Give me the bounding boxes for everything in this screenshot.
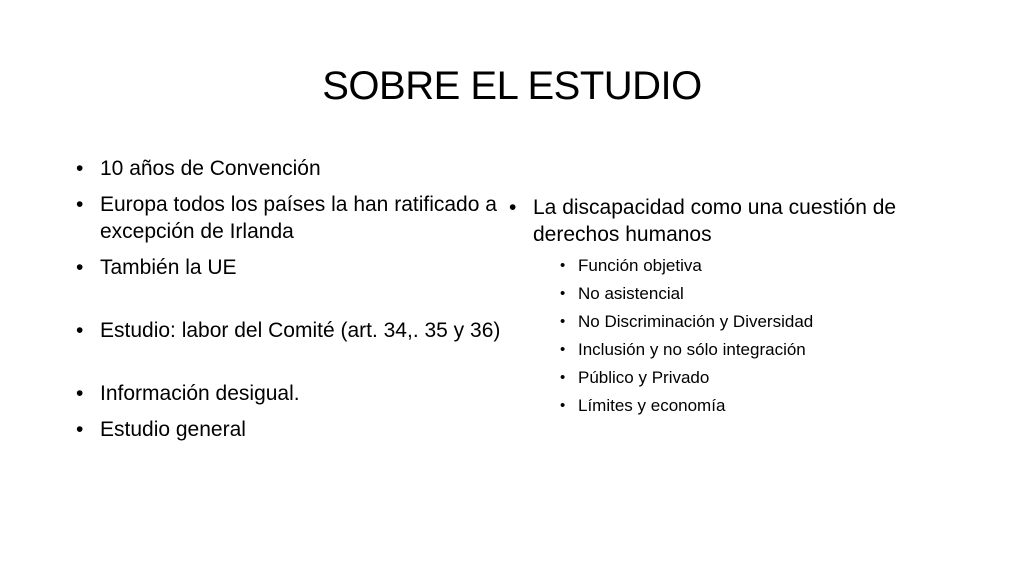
sub-bullet-item: • No Discriminación y Diversidad xyxy=(557,308,947,336)
sub-bullet-item: • Inclusión y no sólo integración xyxy=(557,336,947,364)
right-bullet-list xyxy=(507,194,947,420)
sub-bullet-item: • Público y Privado xyxy=(557,364,947,392)
sub-bullet-list xyxy=(533,252,947,420)
bullet-item: • Europa todos los países la han ratificado a excepción de Irlanda xyxy=(74,191,514,245)
bullet-item: • Estudio general xyxy=(74,416,514,443)
slide-title: SOBRE EL ESTUDIO xyxy=(322,64,702,108)
sub-bullet-item: • Límites y economía xyxy=(557,392,947,420)
sub-bullet-item: • No asistencial xyxy=(557,280,947,308)
bullet-item: • También la UE xyxy=(74,254,514,281)
left-bullet-list xyxy=(74,155,514,443)
bullet-item-text: La discapacidad como una cuestión de derechos humanos xyxy=(533,196,897,246)
bullet-item xyxy=(507,194,947,420)
bullet-item: • Información desigual. xyxy=(74,380,514,407)
bullet-item: • Estudio: labor del Comité (art. 34,. 35 y 36) xyxy=(74,317,514,344)
bullet-item: • 10 años de Convención xyxy=(74,155,514,182)
sub-bullet-item: • Función objetiva xyxy=(557,252,947,280)
